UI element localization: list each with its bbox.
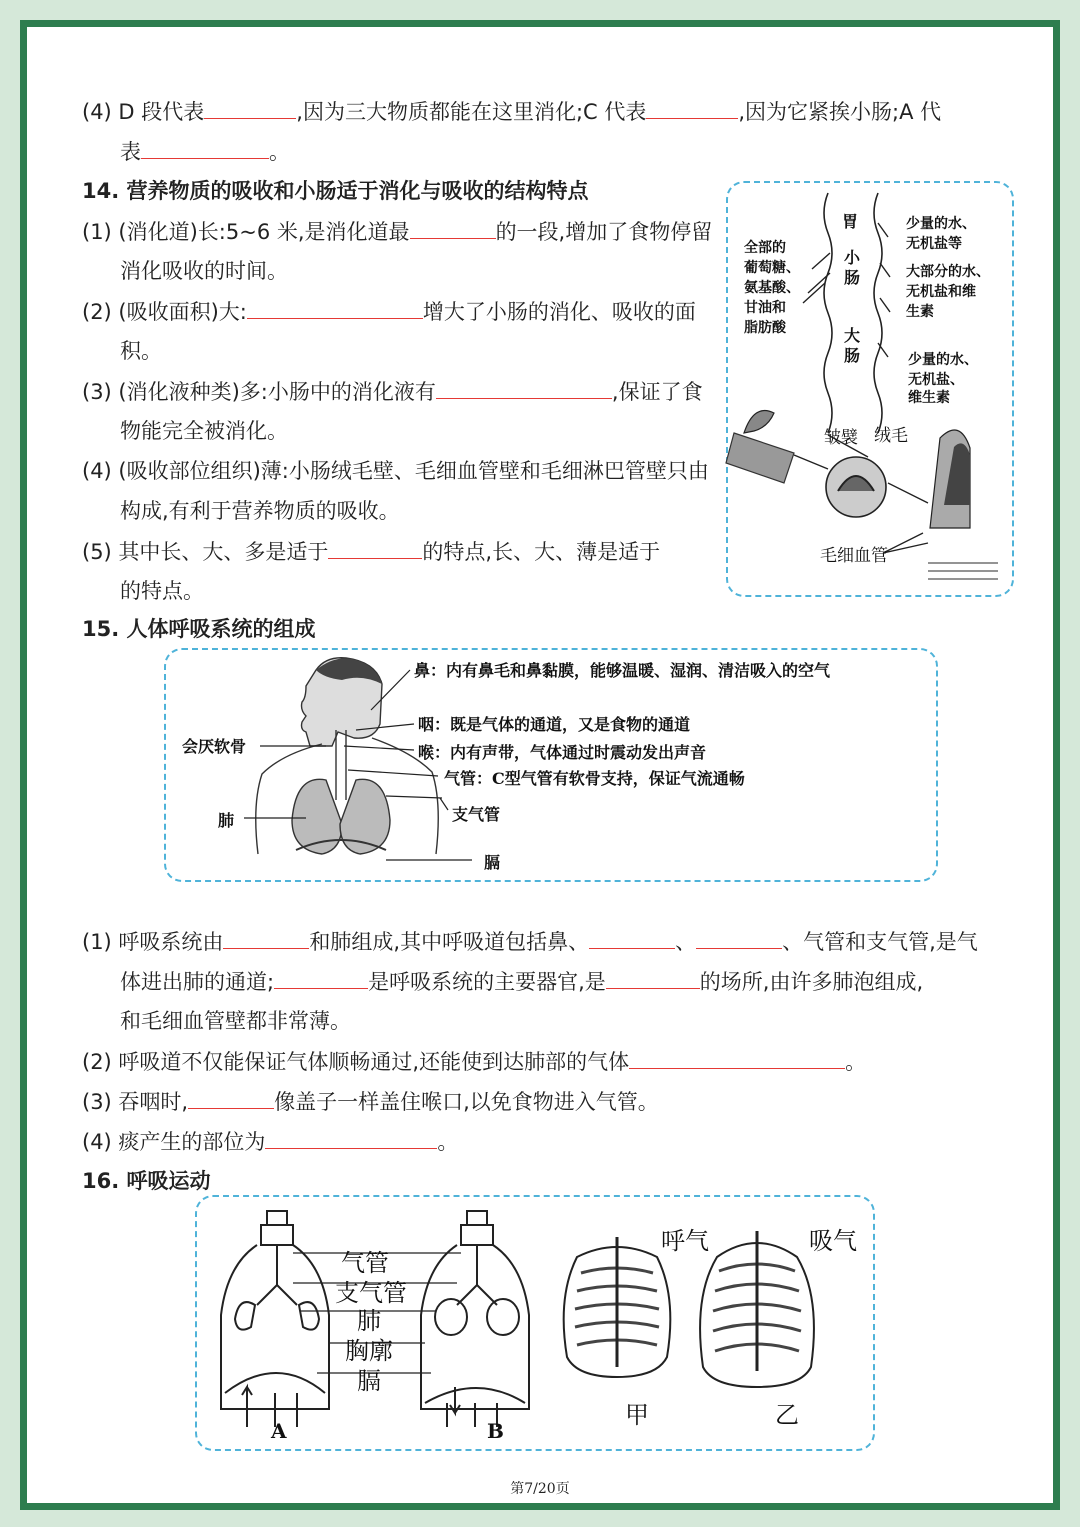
s15-item-4: (4) 痰产生的部位为 。 — [82, 1126, 458, 1157]
jar-lung-label: 肺 — [357, 1307, 381, 1335]
inhale-label: 吸气 — [809, 1227, 857, 1255]
jar-thorax-label: 胸廓 — [345, 1337, 393, 1365]
left-label-4: 甘油和 — [744, 300, 786, 316]
villus-label: 绒毛 — [874, 426, 908, 446]
diaphragm-label: 膈 — [484, 853, 501, 872]
answer-blank[interactable] — [696, 926, 782, 949]
breathing-movement-figure — [195, 1195, 875, 1451]
jar-diaphragm-label: 膈 — [357, 1367, 381, 1395]
right-label-1b: 无机盐等 — [906, 236, 962, 252]
digestion-absorption-figure — [726, 181, 1014, 597]
section-14-title: 14. 营养物质的吸收和小肠适于消化与吸收的结构特点 — [82, 179, 589, 203]
answer-blank[interactable] — [274, 966, 368, 989]
bronchus-label: 支气管 — [452, 805, 501, 824]
answer-blank[interactable] — [265, 1126, 437, 1149]
s14-item-5: (5) 其中长、大、多是适于 的特点,长、大、薄是适于 — [82, 536, 660, 567]
s15-item-3: (3) 吞咽时, 像盖子一样盖住喉口,以免食物进入气管。 — [82, 1086, 659, 1117]
jar-a-label: A — [271, 1419, 287, 1443]
left-label-2: 葡萄糖、 — [744, 260, 800, 276]
right-label-2a: 大部分的水、 — [906, 264, 990, 280]
answer-blank[interactable] — [247, 296, 423, 319]
answer-blank[interactable] — [589, 926, 675, 949]
trachea-label: 气管：C型气管有软骨支持，保证气流通畅 — [444, 769, 745, 788]
yi-label: 乙 — [775, 1401, 799, 1429]
stomach-label: 胃 — [842, 212, 859, 231]
answer-blank[interactable] — [646, 96, 738, 119]
s14-item-3-cont: 物能完全被消化。 — [120, 419, 288, 443]
small-intestine-label-2: 肠 — [844, 268, 861, 287]
s15-item-1-cont2: 和毛细血管壁都非常薄。 — [120, 1009, 351, 1033]
s15-item-2: (2) 呼吸道不仅能保证气体顺畅通过,还能使到达肺部的气体 。 — [82, 1046, 866, 1077]
s15-item-1-cont: 体进出肺的通道; 是呼吸系统的主要器官,是 的场所,由许多肺泡组成, — [120, 966, 923, 997]
s14-item-2-cont: 积。 — [120, 339, 162, 363]
respiratory-anatomy-drawing — [166, 650, 936, 880]
s15-item-1: (1) 呼吸系统由 和肺组成,其中呼吸道包括鼻、 、 、气管和支气管,是气 — [82, 926, 978, 957]
capillary-label: 毛细血管 — [820, 546, 888, 566]
left-label-3: 氨基酸、 — [744, 280, 800, 296]
s14-item-5-cont: 的特点。 — [120, 579, 204, 603]
s14-item-1: (1) (消化道)长:5~6 米,是消化道最 的一段,增加了食物停留 — [82, 216, 712, 247]
right-label-3c: 维生素 — [908, 390, 950, 406]
respiratory-system-figure — [164, 648, 938, 882]
exhale-label: 呼气 — [661, 1227, 709, 1255]
s14-item-1-cont: 消化吸收的时间。 — [120, 259, 288, 283]
jar-trachea-label: 气管 — [341, 1249, 389, 1277]
left-label-5: 脂肪酸 — [744, 320, 786, 336]
nose-label: 鼻：内有鼻毛和鼻黏膜，能够温暖、湿润、清洁吸入的空气 — [414, 661, 831, 680]
small-intestine-label-1: 小 — [844, 248, 861, 267]
answer-blank[interactable] — [606, 966, 700, 989]
q13-item-4: (4) D 段代表 ,因为三大物质都能在这里消化;C 代表 ,因为它紧挨小肠;A 代 — [82, 96, 941, 127]
large-intestine-label-1: 大 — [844, 326, 861, 345]
epiglottis-label: 会厌软骨 — [182, 737, 247, 756]
answer-blank[interactable] — [436, 376, 612, 399]
large-intestine-label-2: 肠 — [844, 346, 861, 365]
larynx-label: 喉：内有声带，气体通过时震动发出声音 — [418, 743, 707, 762]
fold-label: 皱襞 — [824, 428, 858, 448]
answer-blank[interactable] — [188, 1086, 274, 1109]
answer-blank[interactable] — [328, 536, 422, 559]
answer-blank[interactable] — [204, 96, 296, 119]
right-label-2c: 生素 — [906, 304, 934, 320]
s14-item-2: (2) (吸收面积)大: 增大了小肠的消化、吸收的面 — [82, 296, 696, 327]
right-label-3b: 无机盐、 — [908, 372, 964, 388]
answer-blank[interactable] — [410, 216, 496, 239]
answer-blank[interactable] — [629, 1046, 845, 1069]
lung-label: 肺 — [218, 811, 235, 830]
section-16-title: 16. 呼吸运动 — [82, 1169, 211, 1193]
q13-item-4-cont: 表 。 — [120, 136, 290, 167]
right-label-3a: 少量的水、 — [908, 352, 978, 368]
left-label-1: 全部的 — [744, 240, 786, 256]
s14-item-4-cont: 构成,有利于营养物质的吸收。 — [120, 499, 400, 523]
s14-item-4: (4) (吸收部位组织)薄:小肠绒毛壁、毛细血管壁和毛细淋巴管壁只由 — [82, 459, 709, 483]
right-label-1a: 少量的水、 — [906, 216, 976, 232]
section-15-title: 15. 人体呼吸系统的组成 — [82, 617, 316, 641]
answer-blank[interactable] — [141, 136, 269, 159]
answer-blank[interactable] — [223, 926, 309, 949]
pharynx-label: 咽：既是气体的通道，又是食物的通道 — [418, 715, 691, 734]
s14-item-3: (3) (消化液种类)多:小肠中的消化液有 ,保证了食 — [82, 376, 703, 407]
page-number: 第7/20页 — [510, 1481, 570, 1497]
jia-label: 甲 — [625, 1401, 649, 1429]
jar-b-label: B — [487, 1419, 504, 1443]
right-label-2b: 无机盐和维 — [906, 284, 976, 300]
bell-jar-and-ribcage-drawing — [197, 1197, 873, 1449]
jar-bronchus-label: 支气管 — [335, 1279, 407, 1307]
